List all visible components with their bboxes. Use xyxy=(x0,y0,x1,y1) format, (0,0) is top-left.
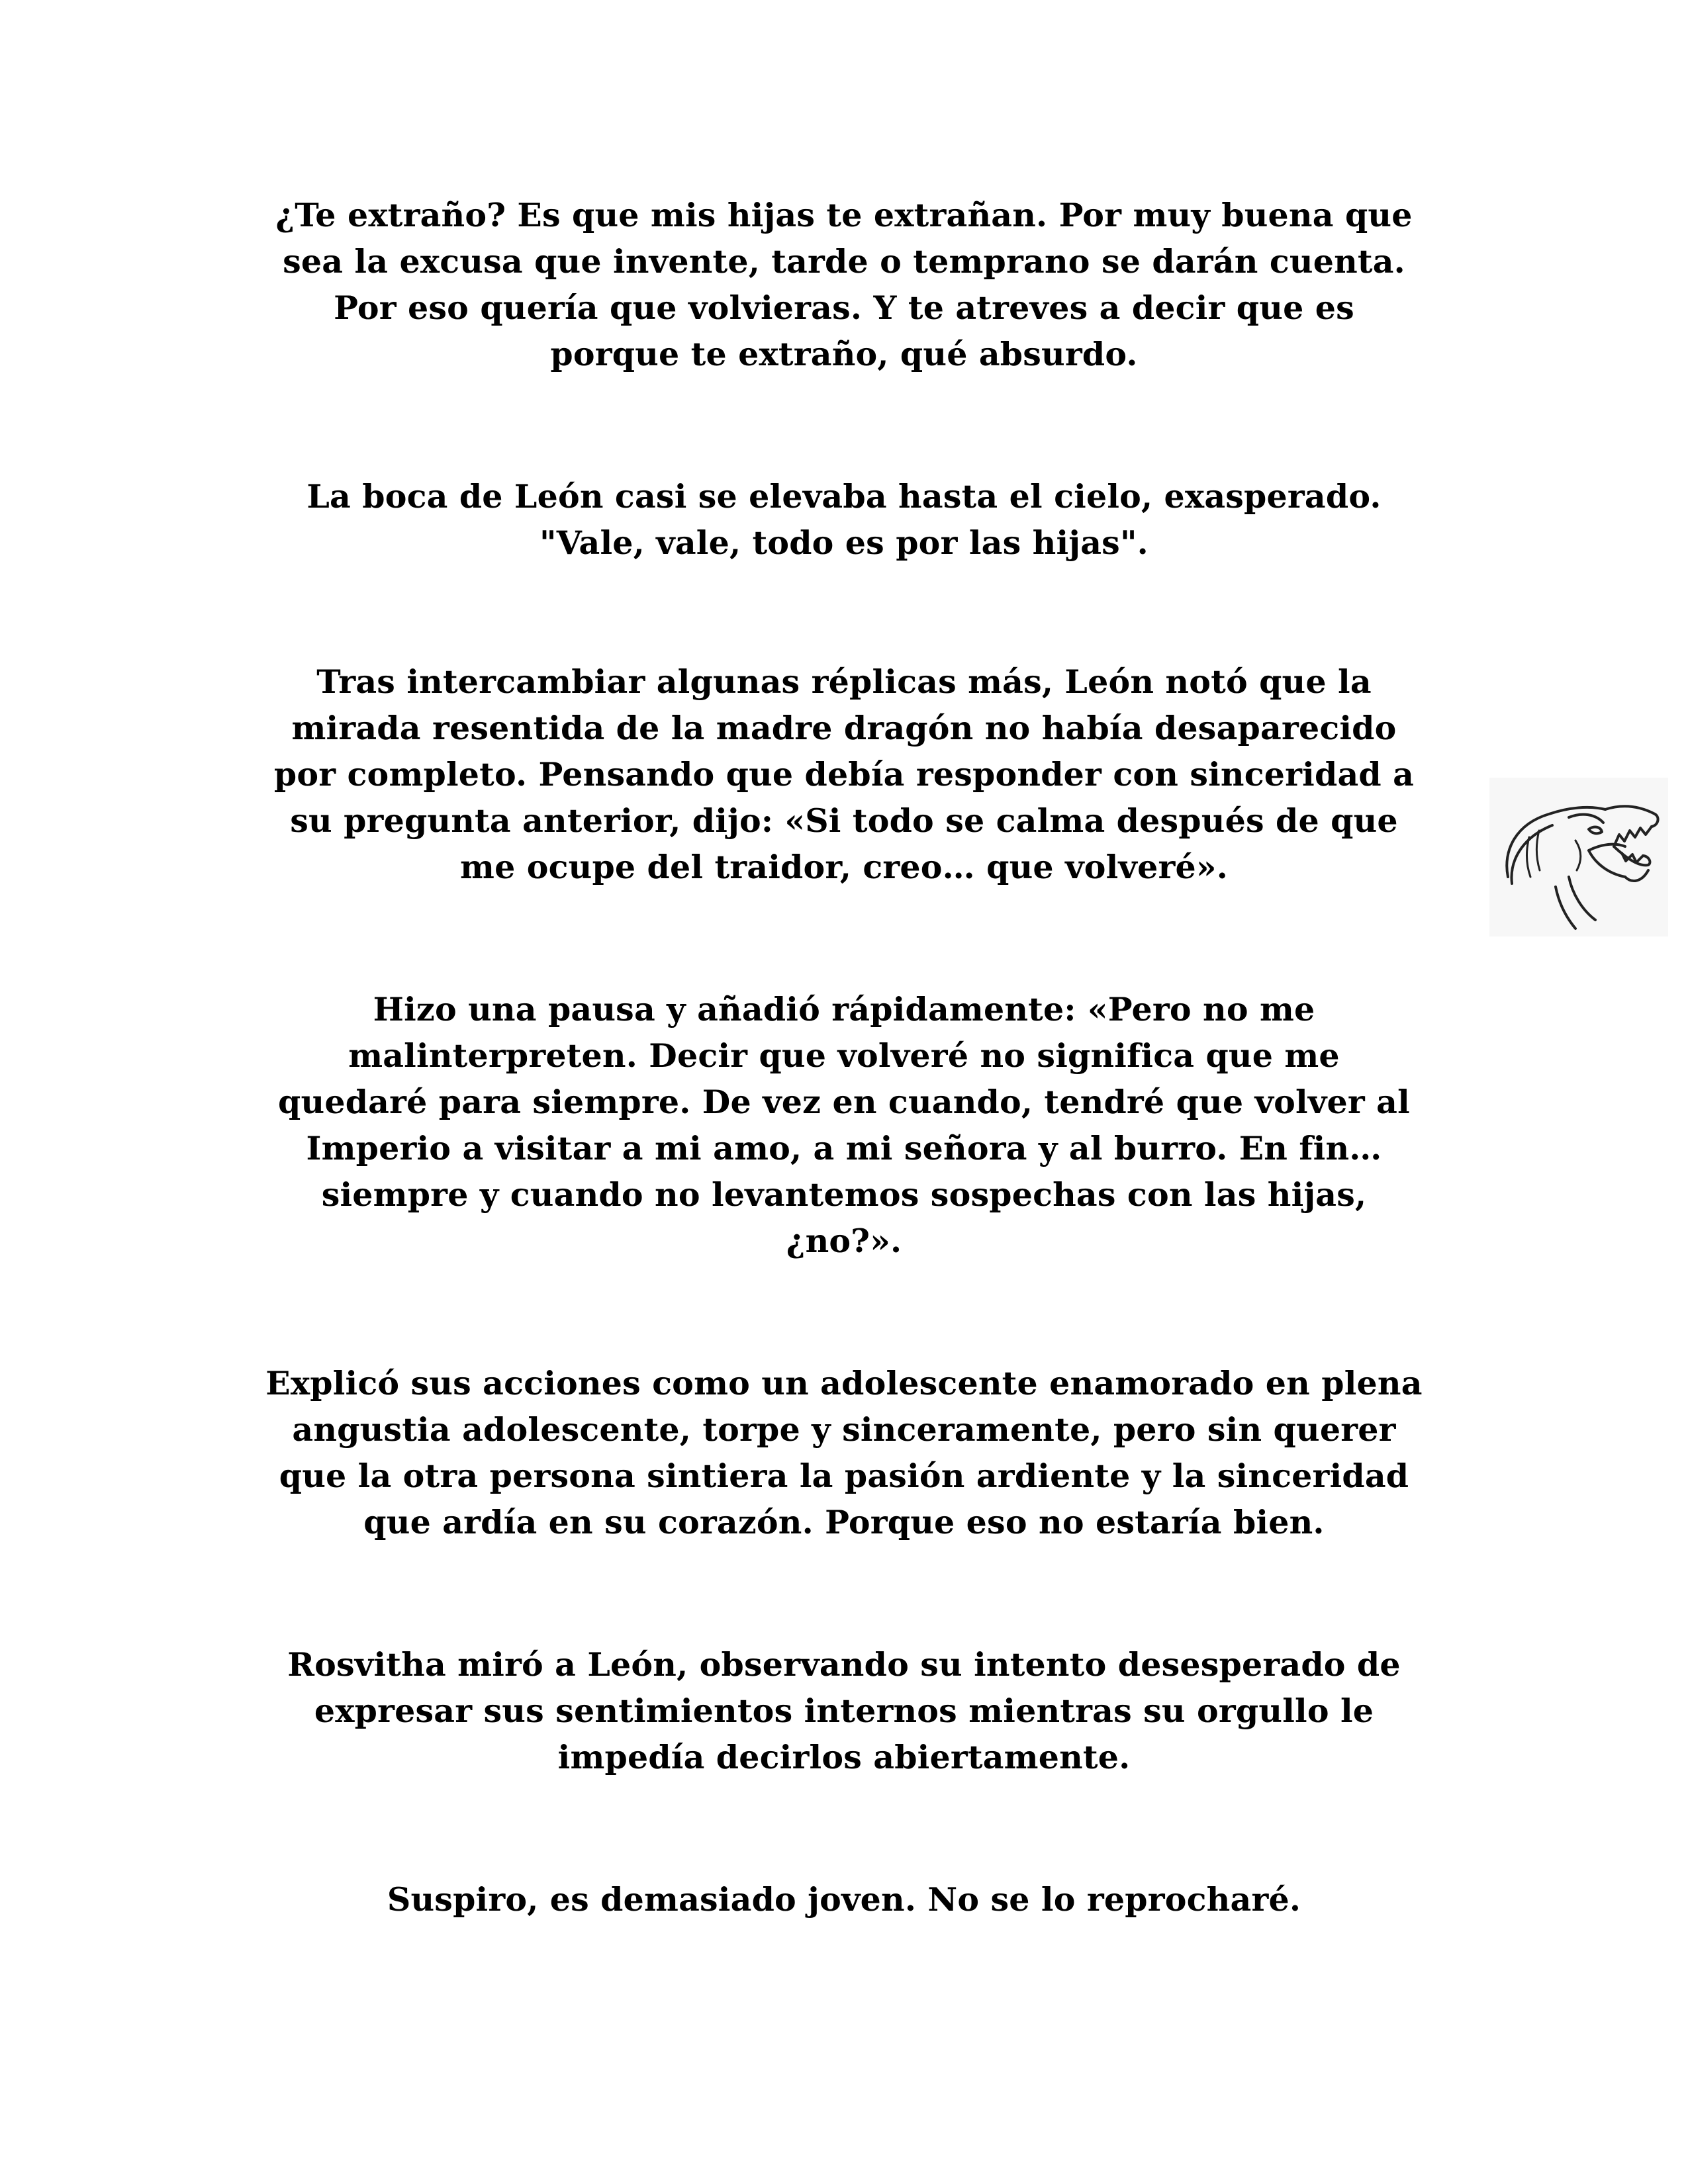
paragraph-line: Por eso quería que volvieras. Y te atreves a decir que es xyxy=(334,289,1354,327)
paragraph-line: Imperio a visitar a mi amo, a mi señora y al burro. En fin… xyxy=(306,1129,1382,1167)
paragraph-line: quedaré para siempre. De vez en cuando, tendré que volver al xyxy=(278,1083,1410,1121)
paragraph-line: siempre y cuando no levantemos sospechas con las hijas, xyxy=(321,1175,1367,1214)
paragraph-line: angustia adolescente, torpe y sinceramente, pero sin querer xyxy=(292,1410,1396,1449)
paragraph-line: porque te extraño, qué absurdo. xyxy=(550,335,1138,373)
paragraph-line: ¿no?». xyxy=(786,1222,902,1260)
paragraph-line: Rosvitha miró a León, observando su intento desesperado de xyxy=(287,1645,1401,1684)
paragraph-line: Explicó sus acciones como un adolescente enamorado en plena xyxy=(265,1364,1423,1402)
paragraph-4 xyxy=(225,986,1463,1264)
paragraph-7 xyxy=(225,1876,1463,1923)
paragraph-3 xyxy=(225,659,1463,890)
paragraph-line: malinterpreten. Decir que volveré no significa que me xyxy=(348,1036,1340,1075)
paragraph-line: sea la excusa que invente, tarde o temprano se darán cuenta. xyxy=(283,242,1405,281)
paragraph-2 xyxy=(225,473,1463,566)
paragraph-line: su pregunta anterior, dijo: «Si todo se calma después de que xyxy=(290,801,1398,840)
paragraph-6 xyxy=(225,1641,1463,1780)
paragraph-line: impedía decirlos abiertamente. xyxy=(557,1738,1131,1776)
dinosaur-head-sketch-icon xyxy=(1489,778,1668,936)
paragraph-line: por completo. Pensando que debía responder con sinceridad a xyxy=(273,755,1415,794)
paragraph-line: que ardía en su corazón. Porque eso no estaría bien. xyxy=(363,1503,1325,1541)
paragraph-line: expresar sus sentimientos internos mientras su orgullo le xyxy=(314,1692,1374,1730)
paragraph-5 xyxy=(225,1360,1463,1545)
paragraph-1 xyxy=(225,192,1463,377)
paragraph-line: Suspiro, es demasiado joven. No se lo reprocharé. xyxy=(387,1880,1301,1919)
paragraph-line: La boca de León casi se elevaba hasta el cielo, exasperado. xyxy=(306,477,1382,516)
paragraph-line: Hizo una pausa y añadió rápidamente: «Pero no me xyxy=(373,990,1315,1028)
paragraph-line: me ocupe del traidor, creo… que volveré». xyxy=(460,848,1228,886)
paragraph-line: que la otra persona sintiera la pasión ardiente y la sinceridad xyxy=(279,1457,1409,1495)
paragraph-line: ¿Te extraño? Es que mis hijas te extrañan. Por muy buena que xyxy=(275,196,1413,234)
paragraph-line: Tras intercambiar algunas réplicas más, León notó que la xyxy=(316,662,1372,701)
paragraph-line: mirada resentida de la madre dragón no había desaparecido xyxy=(291,709,1397,747)
paragraph-line: "Vale, vale, todo es por las hijas". xyxy=(539,523,1149,562)
